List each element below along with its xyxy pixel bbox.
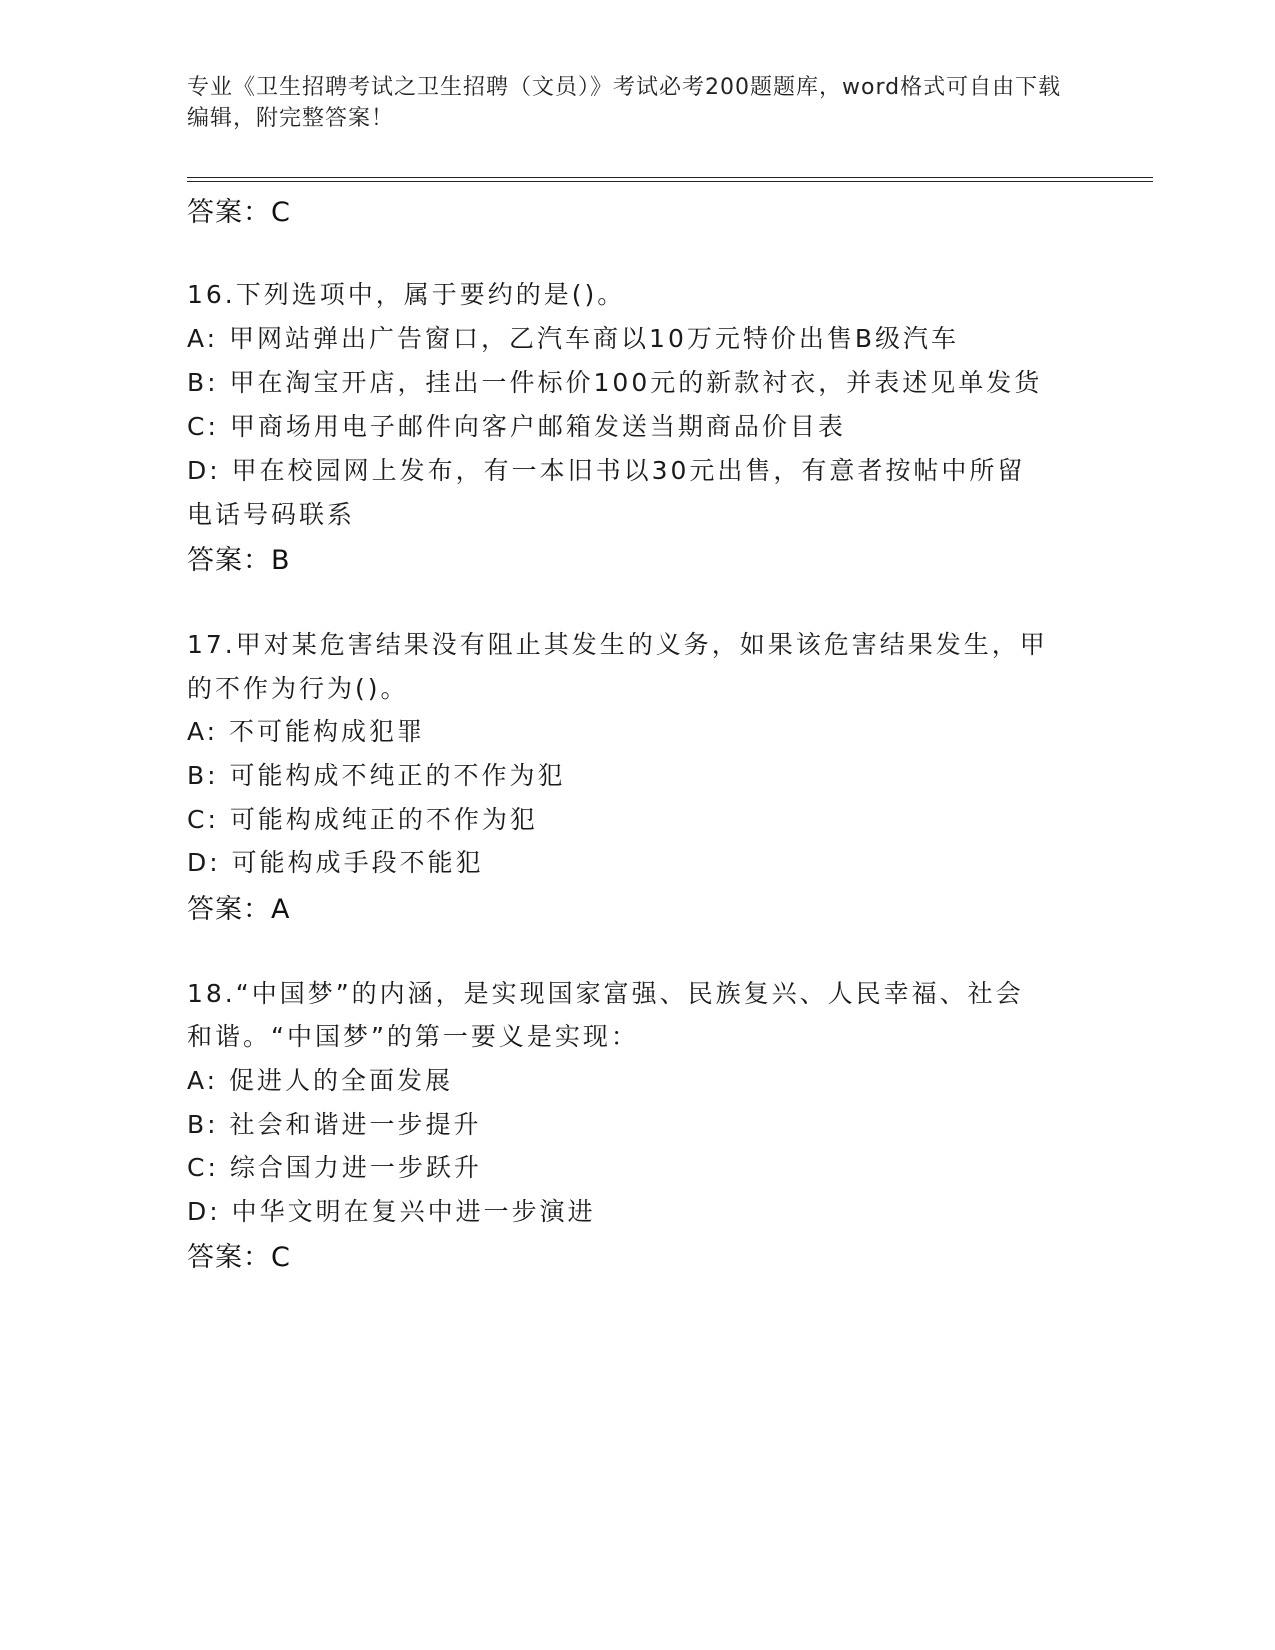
question-stem: 16.下列选项中，属于要约的是()。 bbox=[187, 280, 626, 309]
option-c: C: 可能构成纯正的不作为犯 bbox=[187, 805, 538, 834]
option-b: B: 社会和谐进一步提升 bbox=[187, 1110, 482, 1139]
header-divider-top bbox=[187, 177, 1153, 178]
question-stem-continued: 和谐。“中国梦”的第一要义是实现： bbox=[187, 1022, 639, 1051]
option-b: B: 可能构成不纯正的不作为犯 bbox=[187, 761, 566, 790]
option-d-continued: 电话号码联系 bbox=[187, 500, 356, 529]
option-a: A: 甲网站弹出广告窗口，乙汽车商以10万元特价出售B级汽车 bbox=[187, 324, 959, 353]
header-divider-bottom bbox=[187, 181, 1153, 182]
option-d: D: 甲在校园网上发布，有一本旧书以30元出售，有意者按帖中所留 bbox=[187, 456, 1026, 485]
question-stem-continued: 的不作为行为()。 bbox=[187, 674, 409, 703]
answer-label: 答案：C bbox=[187, 197, 291, 228]
option-a: A: 促进人的全面发展 bbox=[187, 1066, 454, 1095]
answer-label: 答案：C bbox=[187, 1242, 291, 1273]
document-header: 专业《卫生招聘考试之卫生招聘（文员）》考试必考200题题库，word格式可自由下载编辑，附完整答案！ bbox=[187, 75, 1062, 131]
option-a: A: 不可能构成犯罪 bbox=[187, 717, 426, 746]
option-c: C: 综合国力进一步跃升 bbox=[187, 1153, 482, 1182]
answer-label: 答案：A bbox=[187, 894, 291, 925]
option-c: C: 甲商场用电子邮件向客户邮箱发送当期商品价目表 bbox=[187, 412, 846, 441]
option-d: D: 中华文明在复兴中进一步演进 bbox=[187, 1197, 596, 1226]
option-b: B: 甲在淘宝开店，挂出一件标价100元的新款衬衣，并表述见单发货 bbox=[187, 368, 1043, 397]
answer-label: 答案：B bbox=[187, 545, 291, 576]
question-stem: 18.“中国梦”的内涵，是实现国家富强、民族复兴、人民幸福、社会 bbox=[187, 979, 1024, 1008]
question-stem: 17.甲对某危害结果没有阻止其发生的义务，如果该危害结果发生，甲 bbox=[187, 630, 1048, 659]
option-d: D: 可能构成手段不能犯 bbox=[187, 848, 484, 877]
